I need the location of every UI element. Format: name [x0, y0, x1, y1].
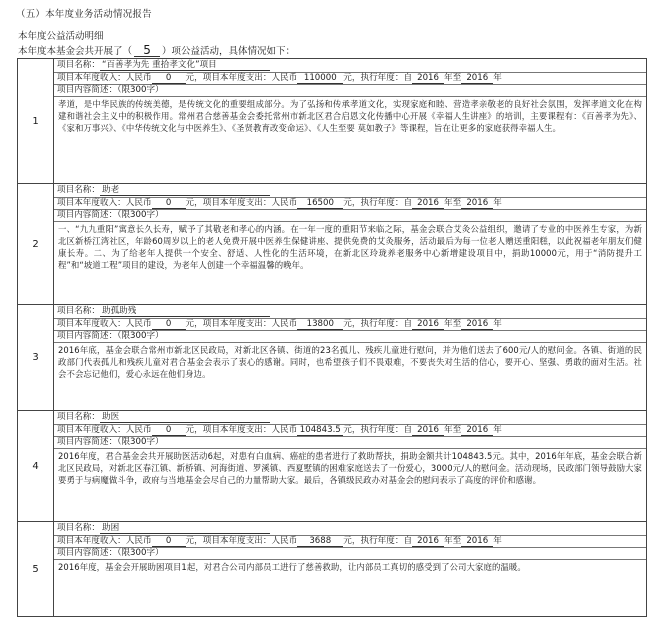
- expense-label: 元，项目本年度支出：人民币: [185, 535, 298, 546]
- desc-label: 项目内容简述：（限300字）: [54, 437, 646, 449]
- year-to-label: 年至: [444, 197, 462, 208]
- row-content: [54, 59, 647, 184]
- table-row: [18, 59, 647, 184]
- expense-value: 110000: [297, 74, 343, 84]
- year-to: 2016: [461, 426, 493, 436]
- name-label: 项目名称：: [57, 306, 100, 316]
- row-index: 2: [18, 184, 54, 305]
- year-from: 2016: [412, 74, 444, 84]
- year-label: 元，执行年度：自: [343, 72, 413, 83]
- project-count: 5: [134, 45, 160, 57]
- subtitle: 本年度公益活动明细: [18, 31, 104, 42]
- name-label: 项目名称：: [57, 412, 100, 422]
- project-description: 2016年底，基金会联合常州市新北区民政局，对新北区各镇、街道的23名孤儿、残疾儿童进行慰问，并为他们送去了600元/人的慰问金。各镇、街道的民政部门代表孤儿和残疾儿童对君合基金会表示了衷心的感谢。同时，也希望孩子们不畏艰难，不要丧失对生活的信心，要开心、坚强、勇敢的面对生活。社会不会忘记他们，爱心永远在他们身边。: [58, 345, 642, 379]
- income-label: 项目本年度收入：人民币: [57, 72, 152, 83]
- row-content: [54, 411, 647, 522]
- name-label: 项目名称：: [57, 185, 100, 195]
- summary-suffix: ）项公益活动，具体情况如下：: [162, 46, 296, 57]
- table-row: [18, 522, 647, 617]
- section-title: （五）本年度业务活动情况报告: [16, 9, 152, 20]
- year-to: 2016: [461, 537, 493, 547]
- table-row: [18, 305, 647, 411]
- row-index: 1: [18, 59, 54, 184]
- project-name: 助困: [100, 524, 270, 534]
- year-to: 2016: [461, 199, 493, 209]
- expense-value: 3688: [297, 537, 343, 547]
- year-to-label: 年至: [444, 424, 462, 435]
- year-end-label: 年: [493, 424, 502, 435]
- year-end-label: 年: [493, 535, 502, 546]
- year-label: 元，执行年度：自: [343, 197, 413, 208]
- income-value: 0: [152, 426, 186, 436]
- income-label: 项目本年度收入：人民币: [57, 318, 152, 329]
- expense-value: 16500: [297, 199, 343, 209]
- year-label: 元，执行年度：自: [343, 535, 413, 546]
- expense-label: 元，项目本年度支出：人民币: [185, 318, 298, 329]
- desc-label: 项目内容简述：（限300字）: [54, 210, 646, 222]
- table-row: [18, 184, 647, 305]
- name-label: 项目名称：: [57, 60, 100, 70]
- project-description: 一、“九九重阳”寓意长久长寿，赋予了其敬老和孝心的内涵。在一年一度的重阳节来临之际，基金会联合艾灸公益组织，邀请了专业的中医养生专家，为新北区新桥江湾社区，年龄60周岁以上的老人免费开展中医养生保健讲座、提供免费的艾灸服务，活动最后为每一位老人赠送重阳糕，以此祝福老年朋友们健康长寿。二、为了给老年人提供一个安全、舒适、人性化的生活环境，在新北区玲珑养老服务中心新增建设项目中，捐助10000元，用于“消防提升工程”和“坡道工程”项目的建设，为老年人创建一个幸福温馨的晚年。: [58, 224, 642, 270]
- name-label: 项目名称：: [57, 523, 100, 533]
- year-to-label: 年至: [444, 535, 462, 546]
- project-name: 助老: [100, 186, 270, 196]
- table-row: [18, 411, 647, 522]
- year-label: 元，执行年度：自: [343, 424, 413, 435]
- year-from: 2016: [412, 199, 444, 209]
- expense-label: 元，项目本年度支出：人民币: [185, 424, 298, 435]
- summary-line: [18, 43, 295, 57]
- desc-label: 项目内容简述：（限300字）: [54, 548, 646, 560]
- income-value: 0: [152, 74, 186, 84]
- project-name: 助医: [100, 413, 270, 423]
- year-end-label: 年: [493, 318, 502, 329]
- row-content: [54, 305, 647, 411]
- expense-value: 104843.5: [297, 426, 343, 436]
- expense-value: 13800: [297, 320, 343, 330]
- project-name: 助孤助残: [100, 307, 270, 317]
- income-label: 项目本年度收入：人民币: [57, 197, 152, 208]
- expense-label: 元，项目本年度支出：人民币: [185, 197, 298, 208]
- row-content: [54, 184, 647, 305]
- year-end-label: 年: [493, 72, 502, 83]
- project-description: 2016年度，君合基金会共开展助医活动6起，对患有白血病、癌症的患者进行了救助帮扶，捐助金额共计104843.5元。其中，2016年年底，基金会联合新北区民政局，对新北区春江镇、新桥镇、河海街道、罗溪镇、西夏墅镇的困难家庭送去了一份爱心，3000元/人的慰问金。活动现场，民政部门领导鼓励大家要勇于与病魔做斗争，政府与当地基金会尽自己的力量帮助大家。最后，各镇级民政办对基金会的慰问表示了高度的评价和感谢。: [58, 451, 642, 485]
- project-description: 孝道，是中华民族的传统美德，是传统文化的重要组成部分。为了弘扬和传承孝道文化，实现家庭和睦、营造孝亲敬老的良好社会氛围，发挥孝道文化在构建和谐社会主义中的积极作用。常州君合慈善基金会委托常州市新北区君合启恩文化传播中心开展《幸福人生讲座》的培训，主要课程有：《百善孝为先》、《家和万事兴》、《中华传统文化与中医养生》、《圣贤教育改变命运》、《人生至要 莫如教子》等课程，旨在让更多的家庭获得幸福人生。: [58, 99, 642, 133]
- income-label: 项目本年度收入：人民币: [57, 424, 152, 435]
- year-from: 2016: [412, 320, 444, 330]
- year-label: 元，执行年度：自: [343, 318, 413, 329]
- year-end-label: 年: [493, 197, 502, 208]
- row-index: 4: [18, 411, 54, 522]
- summary-prefix: 本年度本基金会共开展了（: [18, 46, 133, 57]
- desc-label: 项目内容简述：（限300字）: [54, 85, 646, 97]
- income-value: 0: [152, 199, 186, 209]
- year-to-label: 年至: [444, 72, 462, 83]
- project-name: “百善孝为先 重拾孝文化”项目: [100, 61, 270, 71]
- income-label: 项目本年度收入：人民币: [57, 535, 152, 546]
- income-value: 0: [152, 320, 186, 330]
- projects-table: [17, 58, 647, 617]
- year-to: 2016: [461, 74, 493, 84]
- income-value: 0: [152, 537, 186, 547]
- year-to: 2016: [461, 320, 493, 330]
- project-description: 2016年度，基金会开展助困项目1起，对君合公司内部员工进行了慈善救助，让内部员工真切的感受到了公司大家庭的温暖。: [58, 562, 526, 572]
- row-index: 5: [18, 522, 54, 617]
- desc-label: 项目内容简述：（限300字）: [54, 331, 646, 343]
- row-index: 3: [18, 305, 54, 411]
- year-from: 2016: [412, 537, 444, 547]
- year-to-label: 年至: [444, 318, 462, 329]
- expense-label: 元，项目本年度支出：人民币: [185, 72, 298, 83]
- year-from: 2016: [412, 426, 444, 436]
- row-content: [54, 522, 647, 617]
